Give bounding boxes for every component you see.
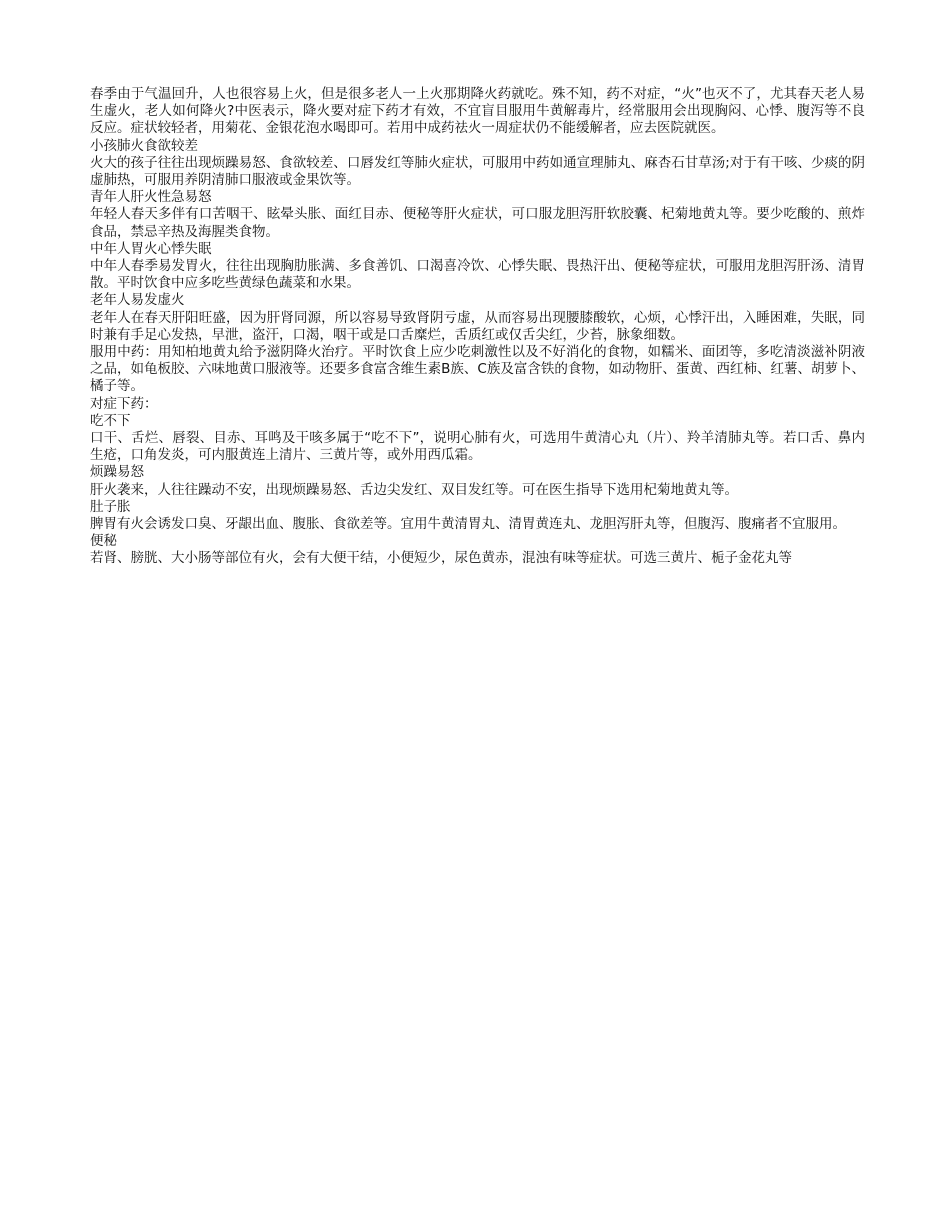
document-page: [90, 86, 865, 568]
symptom-intro-heading: 对症下药：: [90, 395, 158, 412]
symptom-heading-no-appetite: 吃不下: [90, 412, 131, 429]
intro-paragraph: 春季由于气温回升，人也很容易上火，但是很多老人一上火那期降火药就吃。殊不知，药不对症，“火”也灭不了，尤其春天老人易生虚火，老人如何降火?中医表示，降火要对症下药才有效，不宜盲目服用牛黄解毒片，经常服用会出现胸闷、心悸、腹泻等不良反应。症状较轻者，用菊花、金银花泡水喝即可。若用中成药祛火一周症状仍不能缓解者，应去医院就医。: [90, 86, 865, 137]
section-heading-youth: 青年人肝火性急易怒: [90, 189, 212, 206]
section-body-child: 火大的孩子往往出现烦躁易怒、食欲较差、口唇发红等肺火症状，可服用中药如通宣理肺丸、麻杏石甘草汤;对于有干咳、少痰的阴虚肺热，可服用养阴清肺口服液或金果饮等。: [90, 154, 865, 189]
section-heading-elderly: 老年人易发虚火: [90, 292, 185, 309]
symptom-heading-bloating: 肚子胀: [90, 498, 131, 515]
section-body-elderly: 老年人在春天肝阳旺盛，因为肝肾同源，所以容易导致肾阴亏虚，从而容易出现腰膝酸软，心烦，心悸汗出，入睡困难，失眠，同时兼有手足心发热，早泄，盗汗，口渴，咽干或是口舌糜烂，舌质红或仅舌尖红，少苔，脉象细数。: [90, 309, 865, 343]
section-body-middle-age: 中年人春季易发胃火，往往出现胸肋胀满、多食善饥、口渴喜冷饮、心悸失眠、畏热汗出、便秘等症状，可服用龙胆泻肝汤、清胃散。平时饮食中应多吃些黄绿色蔬菜和水果。: [90, 258, 865, 292]
symptom-heading-constipation: 便秘: [90, 533, 117, 550]
symptom-body-irritability: 肝火袭来，人往往躁动不安，出现烦躁易怒、舌边尖发红、双目发红等。可在医生指导下选用杞菊地黄丸等。: [90, 481, 738, 498]
section-heading-middle-age: 中年人胃火心悸失眠: [90, 240, 212, 257]
section-body-youth: 年轻人春天多伴有口苦咽干、眩晕头胀、面红目赤、便秘等肝火症状，可口服龙胆泻肝软胶囊、杞菊地黄丸等。要少吃酸的、煎炸食品，禁忌辛热及海腥类食物。: [90, 206, 865, 240]
medication-paragraph: 服用中药：用知柏地黄丸给予滋阴降火治疗。平时饮食上应少吃刺激性以及不好消化的食物，如糯米、面团等，多吃清淡滋补阴液之品，如龟板胶、六味地黄口服液等。还要多食富含维生素B族、C族及富含铁的食物，如动物肝、蛋黄、西红柿、红薯、胡萝卜、橘子等。: [90, 344, 865, 395]
symptom-body-constipation: 若肾、膀胱、大小肠等部位有火，会有大便干结，小便短少，尿色黄赤，混浊有味等症状。可选三黄片、栀子金花丸等: [90, 550, 792, 567]
symptom-body-bloating: 脾胃有火会诱发口臭、牙龈出血、腹胀、食欲差等。宜用牛黄清胃丸、清胃黄连丸、龙胆泻肝丸等，但腹泻、腹痛者不宜服用。: [90, 516, 846, 533]
symptom-body-no-appetite: 口干、舌烂、唇裂、目赤、耳鸣及干咳多属于“吃不下”，说明心肺有火，可选用牛黄清心丸（片）、羚羊清肺丸等。若口舌、鼻内生疮，口角发炎，可内服黄连上清片、三黄片等，或外用西瓜霜。: [90, 430, 865, 464]
section-heading-child: 小孩肺火食欲较差: [90, 137, 198, 154]
symptom-heading-irritability: 烦躁易怒: [90, 464, 144, 481]
